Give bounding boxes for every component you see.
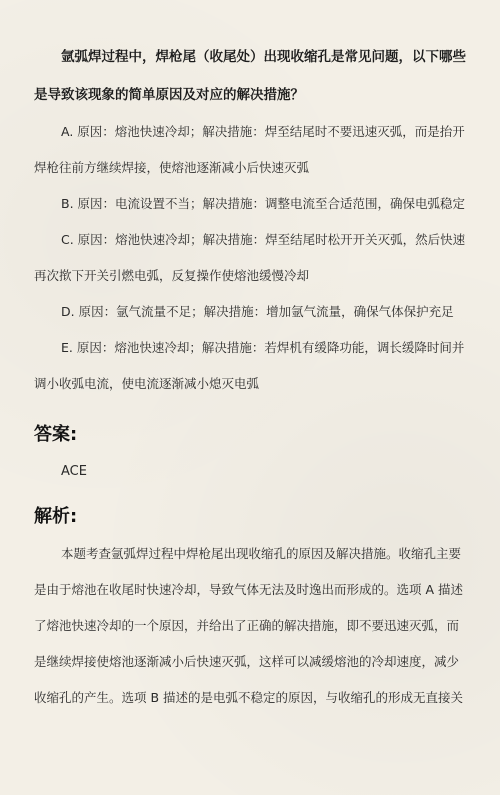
option-a: A. 原因：熔池快速冷却；解决措施：焊至结尾时不要迅速灭弧，而是抬开焊枪往前方继续焊接，使熔池逐渐减小后快速灭弧 <box>34 124 465 175</box>
option-b: B. 原因：电流设置不当；解决措施：调整电流至合适范围，确保电弧稳定 <box>61 196 466 211</box>
analysis-heading: 解析: <box>34 506 78 527</box>
question-text: 氩弧焊过程中，焊枪尾（收尾处）出现收缩孔是常见问题，以下哪些是导致该现象的简单原因及对应的解决措施？ <box>34 49 466 103</box>
analysis-text: 本题考查氩弧焊过程中焊枪尾出现收缩孔的原因及解决措施。收缩孔主要是由于熔池在收尾时快速冷却，导致气体无法及时逸出而形成的。选项 A 描述了熔池快速冷却的一个原因，并给出了正确的解决措施，即不要迅速灭弧，而是继续焊接使熔池逐渐减小后快速灭弧，这样可以减缓熔池的冷却速度，减少收缩孔的产生。选项 B 描述的是电弧不稳定的原因，与收缩孔的形成无直接关 <box>34 546 464 705</box>
answer-heading: 答案: <box>34 424 78 445</box>
option-c: C. 原因：熔池快速冷却；解决措施：焊至结尾时松开开关灭弧，然后快速再次揿下开关引燃电弧，反复操作使熔池缓慢冷却 <box>34 232 466 283</box>
option-e: E. 原因：熔池快速冷却；解决措施：若焊机有缓降功能，调长缓降时间并调小收弧电流，使电流逐渐减小熄灭电弧 <box>34 340 465 391</box>
option-d: D. 原因：氩气流量不足；解决措施：增加氩气流量，确保气体保护充足 <box>61 304 454 319</box>
answer-value: ACE <box>61 464 87 479</box>
